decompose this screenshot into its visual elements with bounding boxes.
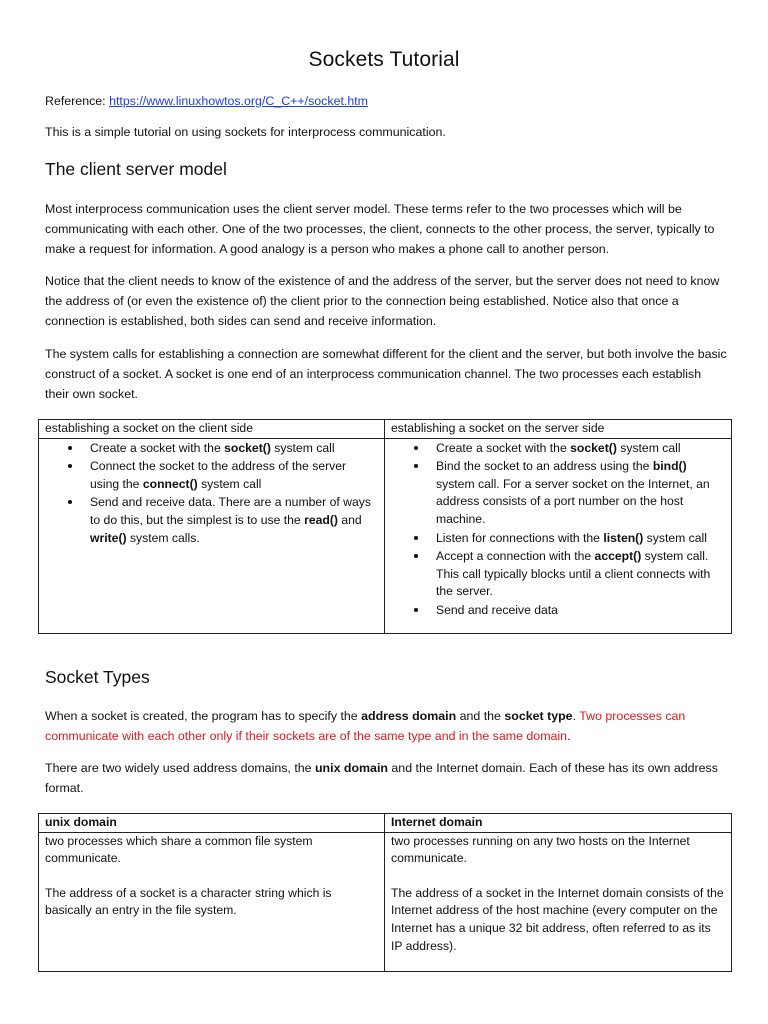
unix-domain-header: unix domain <box>39 814 385 833</box>
section-heading-client-server: The client server model <box>45 159 227 179</box>
internet-domain-header: Internet domain <box>385 814 732 833</box>
client-steps-list <box>45 439 378 548</box>
reference-line <box>45 91 727 111</box>
list-item: • Bind the socket to an address using the bind() system call. For a server socket on the Internet, an address consists of a port number on the host machine. <box>429 457 725 528</box>
unix-address-desc: The address of a socket is a character string which is basically an entry in the file system. <box>45 885 332 918</box>
list-item: • Create a socket with the socket() system call <box>83 439 378 458</box>
internet-desc: two processes running on any two hosts on the Internet communicate. <box>391 833 690 866</box>
section-heading-socket-types: Socket Types <box>45 667 150 687</box>
list-item: • Accept a connection with the accept() system call. This call typically blocks until a client connects with the server. <box>429 547 725 601</box>
page-title: Sockets Tutorial <box>308 48 460 71</box>
client-column-header: establishing a socket on the client side <box>39 420 385 439</box>
socket-types-para-2: There are two widely used address domains, the unix domain and the Internet domain. Each of these has its own address format. <box>45 761 718 795</box>
reference-label: Reference: <box>45 94 110 108</box>
client-steps-cell <box>39 438 385 633</box>
client-server-para-3: The system calls for establishing a connection are somewhat different for the client and the server, but both involve the basic construct of a socket. A socket is one end of an interprocess communication channel. The two processes each establish their own socket. <box>45 347 727 401</box>
internet-address-desc: The address of a socket in the Internet domain consists of the Internet address of the host machine (every computer on the Internet has a unique 32 bit address, often referred to as its IP address). <box>391 885 724 953</box>
list-item: • Connect the socket to the address of the server using the connect() system call <box>83 457 378 493</box>
server-column-header: establishing a socket on the server side <box>385 420 732 439</box>
unix-domain-cell <box>39 832 385 971</box>
highlighted-note: Two processes can communicate with each other only if their sockets are of the same type and in the same domain <box>45 709 686 743</box>
internet-domain-cell <box>385 832 732 971</box>
client-server-para-1: Most interprocess communication uses the client server model. These terms refer to the two processes which will be communicating with each other. One of the two processes, the client, connects to the other process, the server, typically to make a request for information. A good analogy is a person who makes a phone call to another person. <box>45 202 715 256</box>
list-item: • Create a socket with the socket() system call <box>429 439 725 458</box>
server-steps-cell <box>385 438 732 633</box>
address-domain-table <box>38 813 732 972</box>
reference-link[interactable]: https://www.linuxhowtos.org/C_C++/socket.htm <box>109 94 369 108</box>
server-steps-list <box>391 439 725 620</box>
list-item: • Listen for connections with the listen() system call <box>429 529 725 548</box>
unix-desc: two processes which share a common file system communicate. <box>45 833 313 866</box>
socket-setup-table <box>38 419 732 634</box>
list-item: • Send and receive data. There are a number of ways to do this, but the simplest is to use the read() and write() system calls. <box>83 493 378 547</box>
client-server-para-2: Notice that the client needs to know of the existence of and the address of the server, but the server does not need to know the address of (or even the existence of) the client prior to the connection being established. Notice also that once a connection is established, both sides can send and receive information. <box>45 274 720 328</box>
socket-types-para-1: When a socket is created, the program has to specify the address domain and the socket type. Two processes can communicate with each other only if their sockets are of the same type and in the same domain. <box>45 709 686 743</box>
list-item: • Send and receive data <box>429 601 725 620</box>
intro-paragraph: This is a simple tutorial on using sockets for interprocess communication. <box>45 125 446 139</box>
